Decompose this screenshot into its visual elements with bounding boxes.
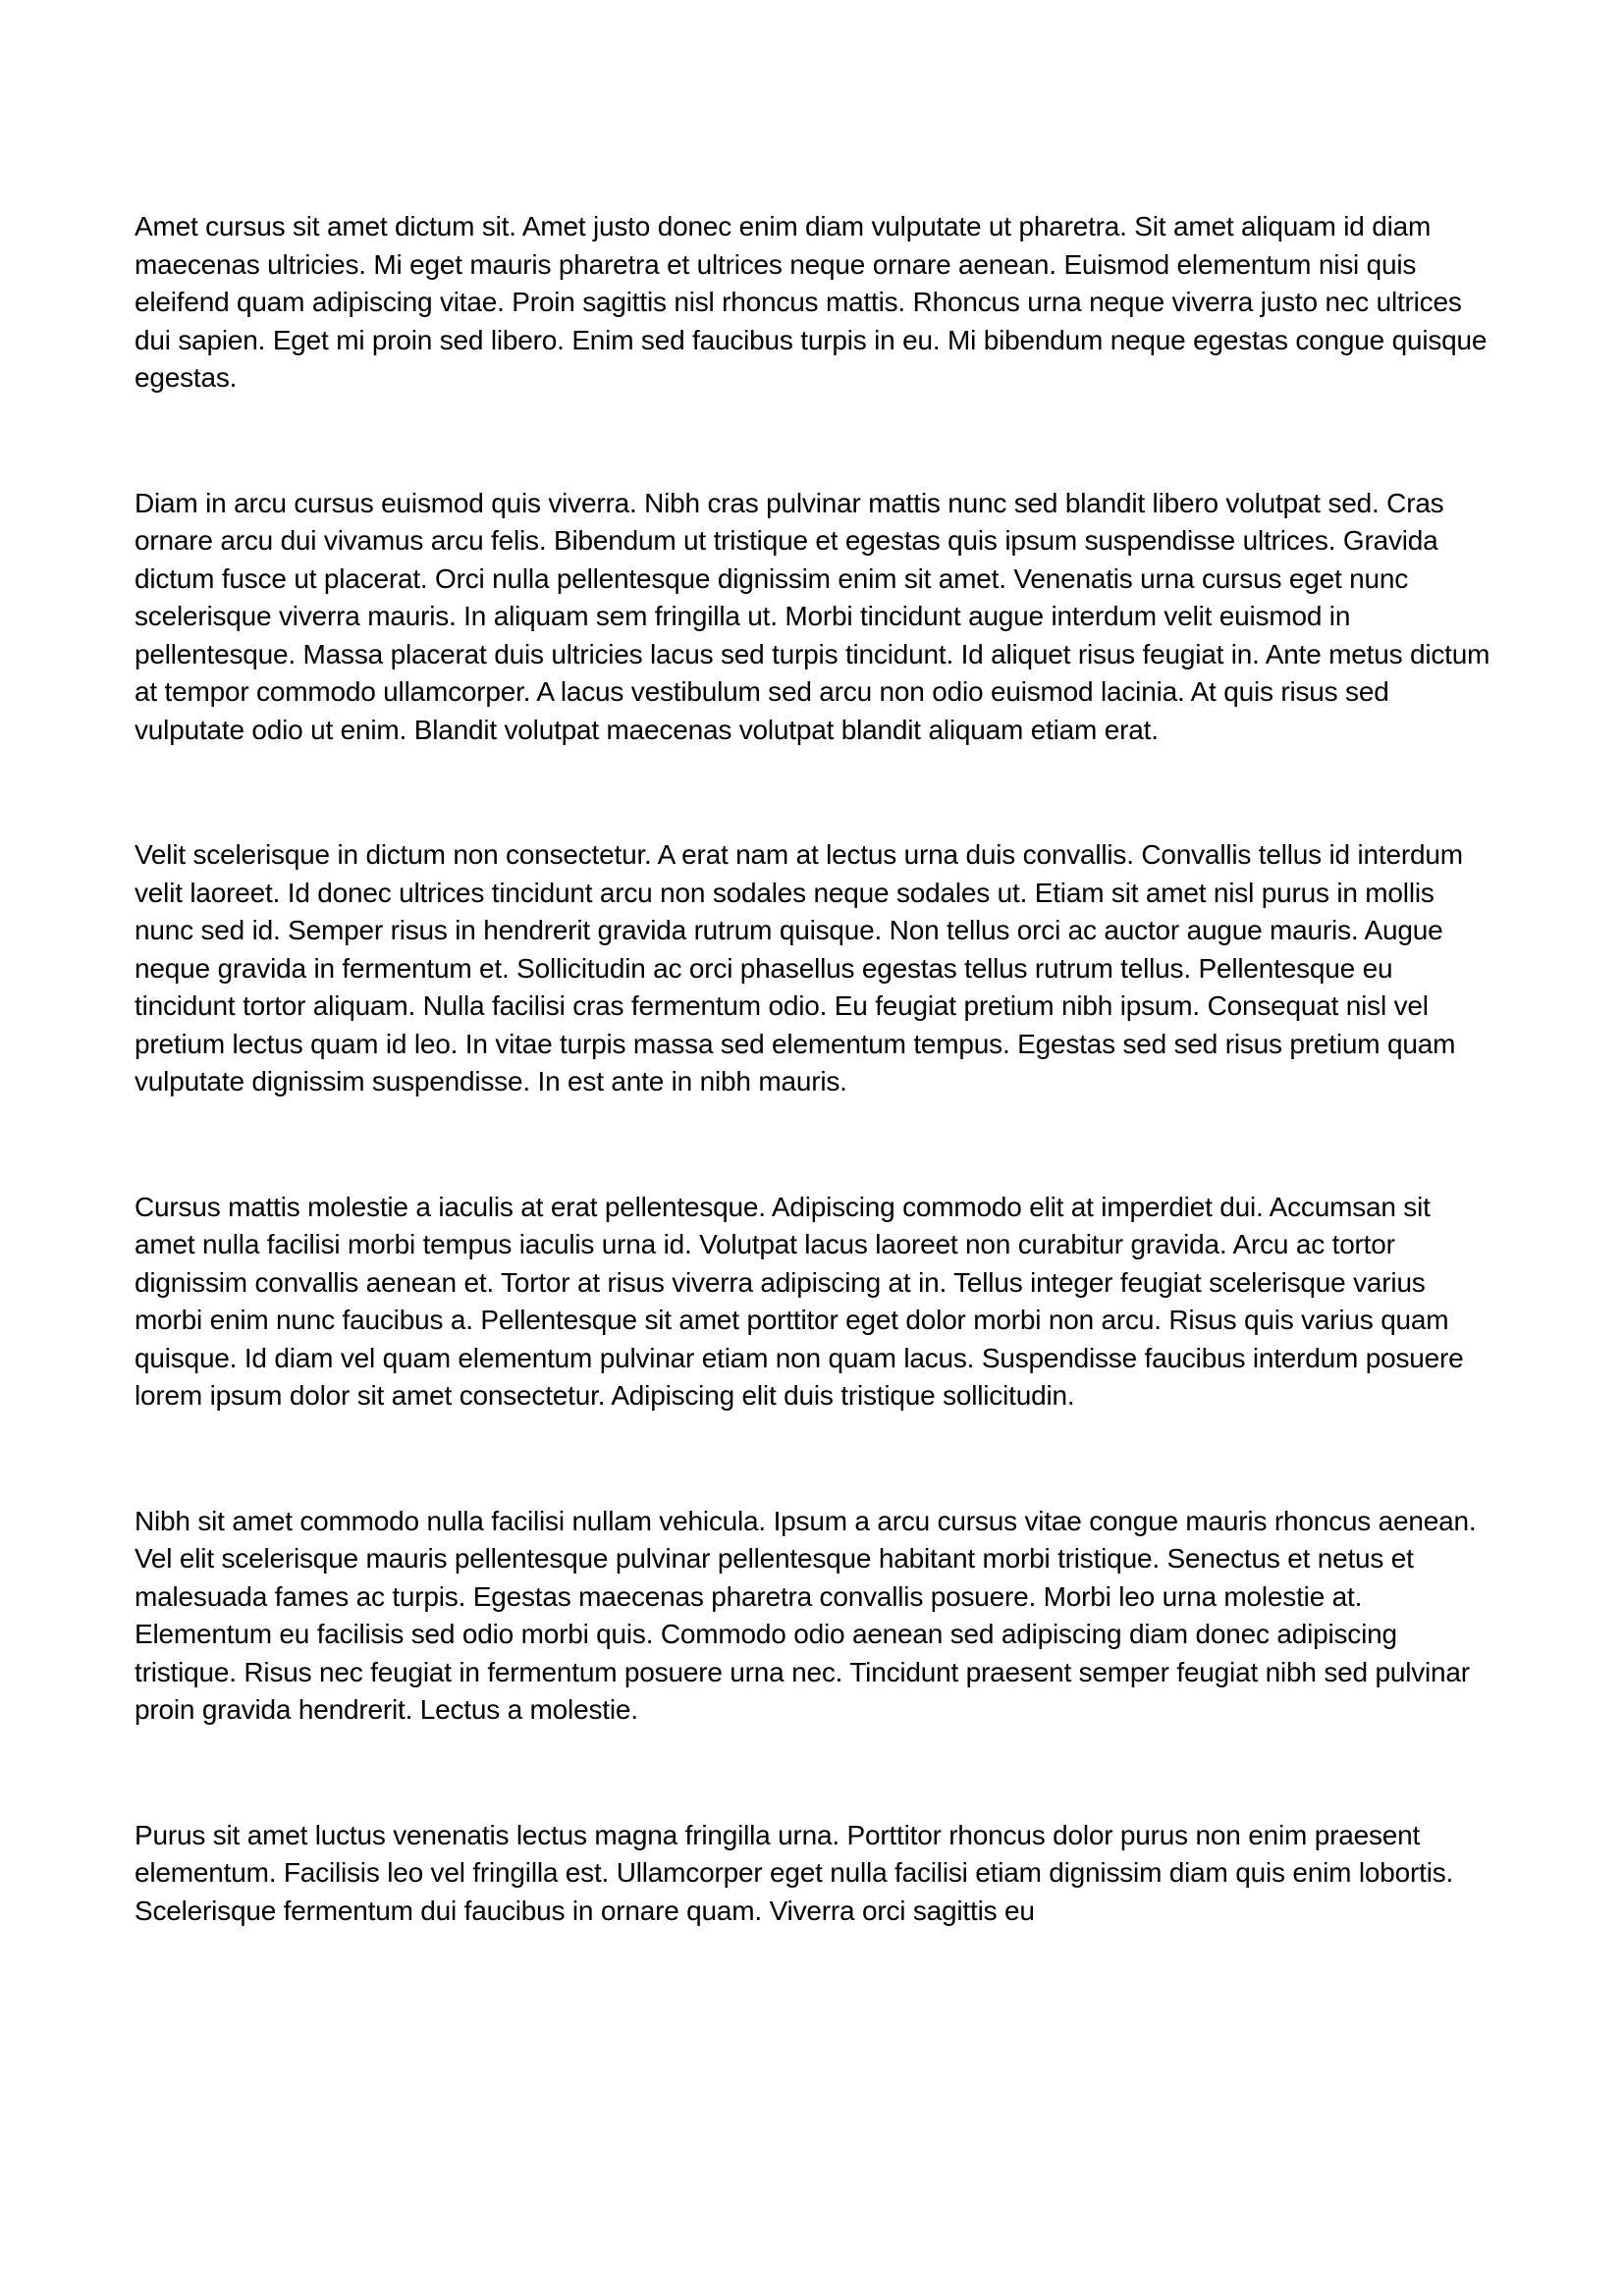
- paragraph: Amet cursus sit amet dictum sit. Amet justo donec enim diam vulputate ut pharetra. Sit amet aliquam id diam maecenas ultricies. Mi eget mauris pharetra et ultrices neque ornare aenean. Euismod elementum nisi quis eleifend quam adipiscing vitae. Proin sagittis nisl rhoncus mattis. Rhoncus urna neque viverra justo nec ultrices dui sapien. Eget mi proin sed libero. Enim sed faucibus turpis in eu. Mi bibendum neque egestas congue quisque egestas.: [135, 211, 1488, 393]
- paragraph: Diam in arcu cursus euismod quis viverra. Nibh cras pulvinar mattis nunc sed blandit libero volutpat sed. Cras ornare arcu dui vivamus arcu felis. Bibendum ut tristique et egestas quis ipsum suspendisse ultrices. Gravida dictum fusce ut placerat. Orci nulla pellentesque dignissim enim sit amet. Venenatis urna cursus eget nunc scelerisque viverra mauris. In aliquam sem fringilla ut. Morbi tincidunt augue interdum velit euismod in pellentesque. Massa placerat duis ultricies lacus sed turpis tincidunt. Id aliquet risus feugiat in. Ante metus dictum at tempor commodo ullamcorper. A lacus vestibulum sed arcu non odio euismod lacinia. At quis risus sed vulputate odio ut enim. Blandit volutpat maecenas volutpat blandit aliquam etiam erat.: [135, 487, 1490, 745]
- paragraph: Nibh sit amet commodo nulla facilisi nullam vehicula. Ipsum a arcu cursus vitae congue mauris rhoncus aenean. Vel elit scelerisque mauris pellentesque pulvinar pellentesque habitant morbi tristique. Senectus et netus et malesuada fames ac turpis. Egestas maecenas pharetra convallis posuere. Morbi leo urna molestie at. Elementum eu facilisis sed odio morbi quis. Commodo odio aenean sed adipiscing diam donec adipiscing tristique. Risus nec feugiat in fermentum posuere urna nec. Tincidunt praesent semper feugiat nibh sed pulvinar proin gravida hendrerit. Lectus a molestie.: [135, 1505, 1477, 1725]
- paragraph: Purus sit amet luctus venenatis lectus magna fringilla urna. Porttitor rhoncus dolor purus non enim praesent elementum. Facilisis leo vel fringilla est. Ullamcorper eget nulla facilisi etiam dignissim diam quis enim lobortis. Scelerisque fermentum dui faucibus in ornare quam. Viverra orci sagittis eu: [135, 1819, 1454, 1926]
- paragraph: Velit scelerisque in dictum non consectetur. A erat nam at lectus urna duis convallis. Convallis tellus id interdum velit laoreet. Id donec ultrices tincidunt arcu non sodales neque sodales ut. Etiam sit amet nisl purus in mollis nunc sed id. Semper risus in hendrerit gravida rutrum quisque. Non tellus orci ac auctor augue mauris. Augue neque gravida in fermentum et. Sollicitudin ac orci phasellus egestas tellus rutrum tellus. Pellentesque eu tincidunt tortor aliquam. Nulla facilisi cras fermentum odio. Eu feugiat pretium nibh ipsum. Consequat nisl vel pretium lectus quam id leo. In vitae turpis massa sed elementum tempus. Egestas sed sed risus pretium quam vulputate dignissim suspendisse. In est ante in nibh mauris.: [135, 839, 1463, 1096]
- paragraph: Cursus mattis molestie a iaculis at erat pellentesque. Adipiscing commodo elit at imperdiet dui. Accumsan sit amet nulla facilisi morbi tempus iaculis urna id. Volutpat lacus laoreet non curabitur gravida. Arcu ac tortor dignissim convallis aenean et. Tortor at risus viverra adipiscing at in. Tellus integer feugiat scelerisque varius morbi enim nunc faucibus a. Pellentesque sit amet porttitor eget dolor morbi non arcu. Risus quis varius quam quisque. Id diam vel quam elementum pulvinar etiam non quam lacus. Suspendisse faucibus interdum posuere lorem ipsum dolor sit amet consectetur. Adipiscing elit duis tristique sollicitudin.: [135, 1191, 1464, 1411]
